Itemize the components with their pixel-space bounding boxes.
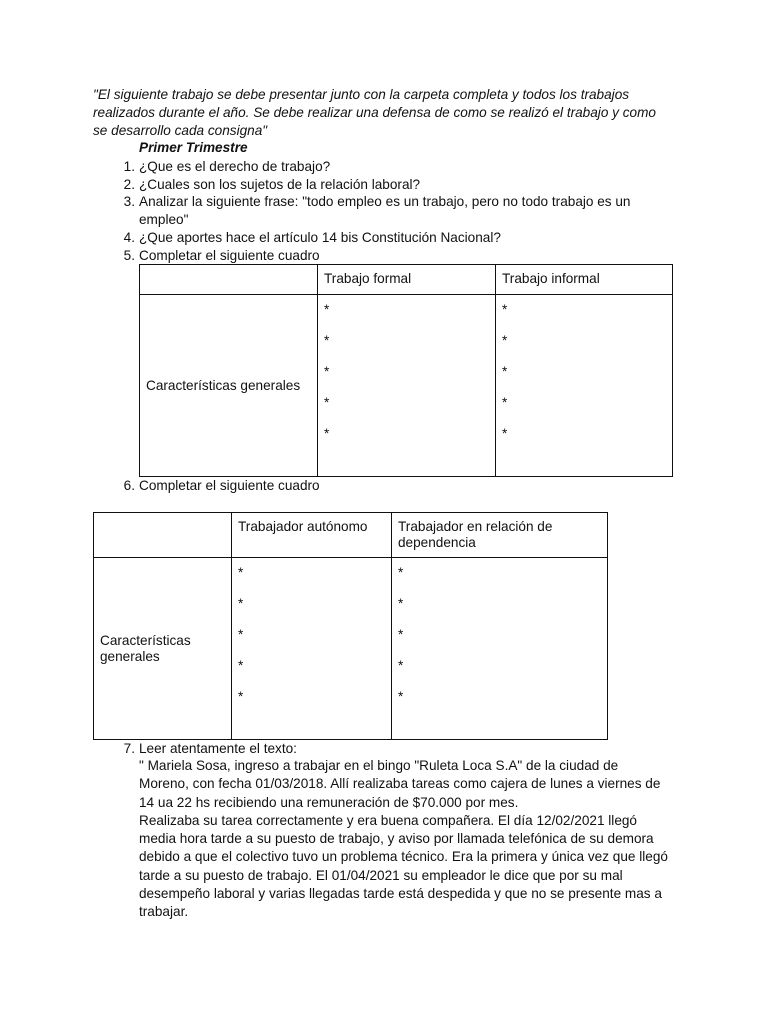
item-number: 4.	[123, 230, 135, 245]
bullet: *	[238, 689, 244, 704]
bullet: *	[238, 565, 244, 580]
column-header: Trabajo informal	[496, 265, 673, 295]
item-number: 6.	[123, 478, 135, 493]
bullet: *	[398, 596, 404, 611]
bullet: *	[502, 333, 508, 348]
bullet: *	[502, 302, 508, 317]
column-header: Trabajo formal	[318, 265, 496, 295]
bullet-cell	[318, 295, 496, 477]
item-text: Leer atentamente el texto:	[139, 741, 297, 756]
item-text: Analizar la siguiente frase: "todo empleo es un trabajo, pero no todo trabajo es un empleo"	[139, 194, 631, 227]
item-text: ¿Cuales son los sujetos de la relación laboral?	[139, 177, 421, 192]
bullet: *	[324, 364, 330, 379]
item-text: ¿Que es el derecho de trabajo?	[139, 159, 331, 174]
item-number: 2.	[123, 177, 135, 192]
bullet: *	[502, 426, 508, 441]
bullet-cell	[232, 558, 392, 740]
column-header: Trabajador en relación de dependencia	[392, 513, 608, 558]
table-corner-cell	[94, 513, 232, 558]
row-header: Características generales	[140, 295, 318, 477]
bullet: *	[324, 302, 330, 317]
bullet: *	[398, 658, 404, 673]
reading-paragraph: Realizaba su tarea correctamente y era buena compañera. El día 12/02/2021 llegó media hora tarde a su puesto de trabajo, y aviso por llamada telefónica de su demora debido a que el colectivo tuvo un problema técnico. Era la primera y única vez que llegó tarde a su puesto de trabajo. El 01/04/2021 su empleador le dice que por su mal desempeño laboral y varias llegadas tarde está despedida y que no se presente mas a trabajar.	[139, 812, 668, 920]
table-autonomo-dependencia	[93, 512, 608, 740]
table-corner-cell	[140, 265, 318, 295]
column-header: Trabajador autónomo	[232, 513, 392, 558]
trimester-heading: Primer Trimestre	[139, 140, 248, 155]
bullet-cell	[496, 295, 673, 477]
bullet: *	[324, 426, 330, 441]
intro-paragraph: "El siguiente trabajo se debe presentar junto con la carpeta completa y todos los trabajos realizados durante el año. Se debe realizar una defensa de como se realizó el trabajo y como se desarrollo cada consigna"	[93, 87, 656, 138]
bullet: *	[238, 627, 244, 642]
bullet: *	[502, 395, 508, 410]
table-formal-informal	[139, 264, 673, 477]
bullet: *	[398, 627, 404, 642]
item-text: Completar el siguiente cuadro	[139, 478, 320, 493]
item-number: 3.	[123, 194, 135, 209]
bullet: *	[238, 658, 244, 673]
bullet: *	[238, 596, 244, 611]
bullet: *	[324, 333, 330, 348]
bullet: *	[502, 364, 508, 379]
reading-text	[139, 757, 669, 922]
item-number: 5.	[123, 248, 135, 263]
item-number: 7.	[123, 741, 135, 756]
reading-paragraph: " Mariela Sosa, ingreso a trabajar en el bingo "Ruleta Loca S.A" de la ciudad de Moreno, con fecha 01/03/2018. Allí realizaba tareas como cajera de lunes a viernes de 14 ua 22 hs recibiendo una remuneración de $70.000 por mes.	[139, 758, 661, 810]
item-text: ¿Que aportes hace el artículo 14 bis Constitución Nacional?	[139, 230, 501, 245]
bullet: *	[324, 395, 330, 410]
bullet: *	[398, 565, 404, 580]
item-text: Completar el siguiente cuadro	[139, 248, 320, 263]
bullet-cell	[392, 558, 608, 740]
row-header: Características generales	[94, 558, 232, 740]
bullet: *	[398, 689, 404, 704]
item-number: 1.	[123, 159, 135, 174]
